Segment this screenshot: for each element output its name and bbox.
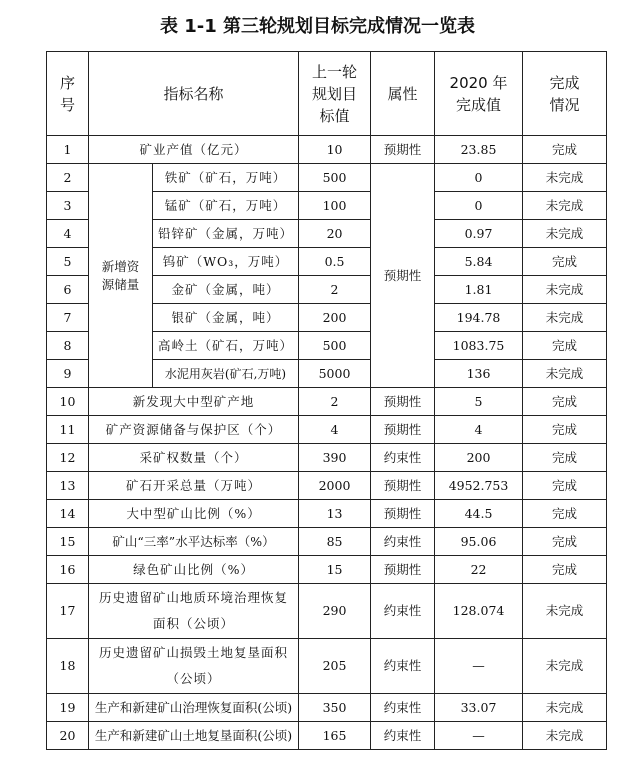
cell-status: 完成 [523,472,607,500]
cell-name: 新发现大中型矿产地 [89,388,299,416]
cell-target: 13 [299,500,371,528]
cell-no: 13 [47,472,89,500]
table-row [47,722,607,750]
cell-no: 4 [47,220,89,248]
cell-status: 完成 [523,136,607,164]
cell-attr: 约束性 [371,528,435,556]
cell-name: 矿业产值（亿元） [89,136,299,164]
cell-target: 100 [299,192,371,220]
cell-no: 14 [47,500,89,528]
cell-value: 95.06 [435,528,523,556]
header-value2020-text: 2020 年 完成值 [449,73,508,114]
targets-table [46,51,607,750]
cell-value: 0 [435,164,523,192]
header-target-text: 上一轮 规划目 标值 [312,62,358,125]
cell-name: 矿石开采总量（万吨） [89,472,299,500]
cell-no: 8 [47,332,89,360]
cell-no: 15 [47,528,89,556]
cell-target: 290 [299,584,371,639]
cell-value: 136 [435,360,523,388]
cell-value: 194.78 [435,304,523,332]
cell-status: 未完成 [523,220,607,248]
cell-value: 5.84 [435,248,523,276]
cell-no: 18 [47,639,89,694]
cell-value: 0.97 [435,220,523,248]
header-value2020 [435,52,523,136]
cell-name: 银矿（金属，吨） [153,304,299,332]
cell-no: 1 [47,136,89,164]
cell-value: 23.85 [435,136,523,164]
cell-status: 完成 [523,556,607,584]
table-row [47,164,607,192]
cell-attr: 约束性 [371,639,435,694]
table-title: 表 1-1 第三轮规划目标完成情况一览表 [159,16,476,37]
cell-attr: 预期性 [371,416,435,444]
cell-name: 生产和新建矿山治理恢复面积(公顷) [89,694,299,722]
cell-name: 钨矿（WO₃，万吨） [153,248,299,276]
cell-no: 3 [47,192,89,220]
cell-target: 2000 [299,472,371,500]
cell-target: 2 [299,276,371,304]
cell-target: 2 [299,388,371,416]
cell-no: 19 [47,694,89,722]
cell-attr: 约束性 [371,694,435,722]
table-row [47,444,607,472]
cell-value: 0 [435,192,523,220]
cell-name: 矿产资源储备与保护区（个） [89,416,299,444]
cell-status: 未完成 [523,360,607,388]
cell-attr: 预期性 [371,136,435,164]
cell-target: 390 [299,444,371,472]
header-name [89,52,299,136]
group-label: 新增资 源储量 [101,258,140,292]
cell-status: 完成 [523,388,607,416]
cell-value: 128.074 [435,584,523,639]
cell-no: 17 [47,584,89,639]
cell-no: 20 [47,722,89,750]
cell-attr: 预期性 [371,556,435,584]
cell-no: 12 [47,444,89,472]
group-cell [89,164,153,388]
cell-value: 200 [435,444,523,472]
cell-name: 采矿权数量（个） [89,444,299,472]
cell-name: 历史遗留矿山地质环境治理恢复 面积（公顷） [89,584,299,639]
cell-value: — [435,722,523,750]
cell-name: 绿色矿山比例（%） [89,556,299,584]
cell-status: 未完成 [523,304,607,332]
cell-value: 44.5 [435,500,523,528]
cell-status: 未完成 [523,584,607,639]
header-target [299,52,371,136]
cell-attr: 预期性 [371,500,435,528]
cell-name: 水泥用灰岩(矿石,万吨) [153,360,299,388]
cell-status: 完成 [523,528,607,556]
table-row [47,500,607,528]
cell-value: 33.07 [435,694,523,722]
cell-target: 200 [299,304,371,332]
cell-attr: 预期性 [371,472,435,500]
cell-target: 500 [299,164,371,192]
table-row [47,584,607,639]
cell-value: 1.81 [435,276,523,304]
cell-no: 10 [47,388,89,416]
cell-target: 85 [299,528,371,556]
cell-no: 5 [47,248,89,276]
cell-value: 22 [435,556,523,584]
table-row [47,416,607,444]
table-row [47,694,607,722]
cell-status: 未完成 [523,276,607,304]
cell-value: 4952.753 [435,472,523,500]
cell-value: 5 [435,388,523,416]
cell-status: 完成 [523,500,607,528]
cell-target: 15 [299,556,371,584]
cell-no: 2 [47,164,89,192]
cell-name: 锰矿（矿石，万吨） [153,192,299,220]
header-row [47,52,607,136]
cell-target: 0.5 [299,248,371,276]
cell-no: 11 [47,416,89,444]
cell-value: 4 [435,416,523,444]
header-attr-text: 属性 [387,84,418,103]
cell-name: 大中型矿山比例（%） [89,500,299,528]
cell-status: 完成 [523,248,607,276]
cell-name: 矿山“三率”水平达标率（%） [89,528,299,556]
table-row [47,556,607,584]
cell-status: 未完成 [523,192,607,220]
table-row [47,136,607,164]
cell-status: 未完成 [523,722,607,750]
cell-target: 5000 [299,360,371,388]
cell-target: 350 [299,694,371,722]
cell-value: 1083.75 [435,332,523,360]
table-row [47,639,607,694]
table-row [47,472,607,500]
cell-attr: 约束性 [371,584,435,639]
table-row [47,388,607,416]
cell-name: 历史遗留矿山损毁土地复垦面积 （公顷） [89,639,299,694]
cell-no: 16 [47,556,89,584]
cell-target: 500 [299,332,371,360]
cell-target: 205 [299,639,371,694]
cell-name: 铅锌矿（金属，万吨） [153,220,299,248]
header-status-text: 完成 情况 [549,73,580,114]
cell-no: 6 [47,276,89,304]
header-name-text: 指标名称 [163,84,224,103]
cell-status: 完成 [523,444,607,472]
cell-name: 铁矿（矿石，万吨） [153,164,299,192]
cell-value: — [435,639,523,694]
cell-status: 未完成 [523,639,607,694]
header-status [523,52,607,136]
cell-target: 20 [299,220,371,248]
cell-target: 165 [299,722,371,750]
cell-name: 金矿（金属，吨） [153,276,299,304]
cell-status: 完成 [523,332,607,360]
cell-attr: 预期性 [371,164,435,388]
cell-attr: 预期性 [371,388,435,416]
cell-name: 高岭土（矿石，万吨） [153,332,299,360]
header-no-text: 序 号 [59,73,75,114]
cell-status: 完成 [523,416,607,444]
header-no [47,52,89,136]
cell-name: 生产和新建矿山土地复垦面积(公顷) [89,722,299,750]
cell-no: 7 [47,304,89,332]
cell-no: 9 [47,360,89,388]
header-attr [371,52,435,136]
cell-target: 4 [299,416,371,444]
cell-attr: 约束性 [371,444,435,472]
cell-status: 未完成 [523,164,607,192]
table-row [47,528,607,556]
cell-target: 10 [299,136,371,164]
cell-attr: 约束性 [371,722,435,750]
cell-status: 未完成 [523,694,607,722]
